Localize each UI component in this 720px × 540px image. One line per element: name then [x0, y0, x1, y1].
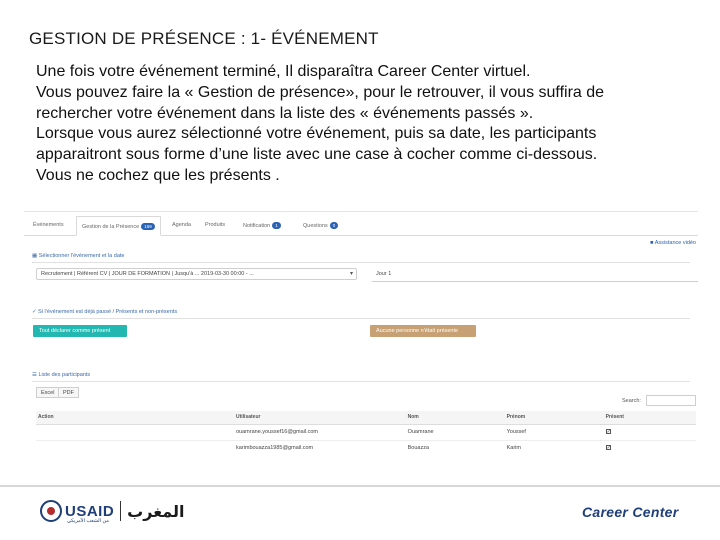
tab-gestion-presence[interactable] [76, 216, 161, 236]
tab-label: Gestion de la Présence [82, 223, 140, 230]
no-one-present-button[interactable]: Aucune personne n'était présente [370, 325, 476, 337]
assistance-label: Assistance vidéo [654, 240, 696, 246]
tab-badge: 0 [330, 222, 339, 229]
usaid-morocco-logo [40, 497, 184, 525]
tab-label: Événements [33, 222, 64, 228]
section-list-label: Liste des participants [38, 372, 91, 378]
event-select-value: Recrutement | Référent CV | JOUR DE FORMATION | Jusqu'à ... 2019-03-30 00:00 - ... [41, 271, 254, 277]
section-present-label: Si l'événement est déjà passé / Présents et non-présents [38, 309, 178, 315]
body-line-6: Vous ne cochez que les présents . [36, 166, 280, 184]
usaid-seal-icon [40, 500, 62, 522]
body-line-5: apparaitront sous forme d’une liste avec une case à cocher comme ci-dessous. [36, 146, 598, 164]
action-cell [36, 424, 234, 440]
prenom-cell: Karim [505, 440, 604, 454]
event-select[interactable] [36, 268, 357, 280]
table-row [36, 424, 696, 440]
tab-agenda[interactable] [167, 216, 196, 236]
slide-body [36, 62, 706, 187]
tab-questions[interactable] [298, 216, 343, 236]
tab-evenements[interactable] [28, 216, 69, 236]
divider [32, 318, 690, 319]
action-cell [36, 440, 234, 454]
export-excel-button[interactable]: Excel [36, 387, 59, 398]
tab-badge: 1 [272, 222, 281, 229]
career-center-logo: Career Center [582, 504, 679, 520]
present-checkbox[interactable]: ✓ [606, 429, 611, 435]
date-select-value: Jour 1 [376, 271, 392, 277]
video-icon: ■ [650, 240, 654, 246]
tab-label: Agenda [172, 222, 191, 228]
list-icon: ☰ [32, 372, 37, 378]
divider [32, 262, 690, 263]
section-present-status [32, 309, 177, 315]
tab-label: Notification [243, 222, 271, 229]
check-icon: ✓ [32, 309, 37, 315]
col-header-utilisateur[interactable]: Utilisateur [234, 411, 406, 424]
tab-bar [24, 212, 698, 236]
section-participant-list [32, 372, 90, 378]
export-pdf-button[interactable]: PDF [58, 387, 79, 398]
present-checkbox[interactable]: ✓ [606, 445, 611, 451]
col-header-prenom[interactable]: Prénom [505, 411, 604, 424]
embedded-screenshot [24, 211, 698, 454]
nom-cell: Ouamrane [406, 424, 505, 440]
divider [32, 381, 690, 382]
logo-separator [120, 501, 121, 521]
body-line-3: rechercher votre événement dans la liste des « événements passés ». [36, 104, 534, 122]
mark-all-present-button[interactable]: Tout déclarer comme présent [33, 325, 127, 337]
nom-cell: Bouazza [406, 440, 505, 454]
participants-table [36, 411, 696, 454]
search-label: Search: [622, 398, 641, 404]
chevron-down-icon: ▾ [349, 271, 353, 277]
col-header-action[interactable]: Action [36, 411, 234, 424]
table-header-row [36, 411, 696, 424]
tab-notification[interactable] [238, 216, 286, 236]
col-header-nom[interactable]: Nom [406, 411, 505, 424]
usaid-tagline: من الشعب الأمريكي [67, 518, 109, 524]
tab-badge: 169 [141, 223, 155, 230]
present-cell [604, 424, 696, 440]
search-input[interactable] [646, 395, 696, 406]
tab-label: Questions [303, 222, 328, 229]
tab-label: Produits [205, 222, 226, 228]
slide-title: GESTION DE PRÉSENCE : 1- ÉVÉNEMENT [29, 29, 379, 48]
body-line-2: Vous pouvez faire la « Gestion de présence», pour le retrouver, il vous suffira de [36, 83, 605, 101]
present-cell [604, 440, 696, 454]
body-line-1: Une fois votre événement terminé, Il disparaîtra Career Center virtuel. [36, 63, 531, 80]
calendar-icon: ▦ [32, 253, 38, 259]
morocco-arabic-wordmark: المغرب [127, 501, 185, 521]
section-select-label: Sélectionner l'événement et la date [38, 253, 125, 259]
body-line-4: Lorsque vous aurez sélectionné votre événement, puis sa date, les participants [36, 125, 597, 143]
section-select-event [32, 253, 124, 259]
footer-divider [0, 485, 720, 487]
table-row [36, 440, 696, 454]
date-select[interactable] [372, 268, 698, 282]
prenom-cell: Youssef [505, 424, 604, 440]
usaid-wordmark: USAID [65, 502, 115, 520]
tab-produits[interactable] [200, 216, 230, 236]
user-email-cell: karimbouazza1985@gmail.com [234, 440, 406, 454]
assistance-video-link[interactable] [650, 240, 696, 246]
col-header-present[interactable]: Présent [604, 411, 696, 424]
user-email-cell: ouamrane.youssef16@gmail.com [234, 424, 406, 440]
